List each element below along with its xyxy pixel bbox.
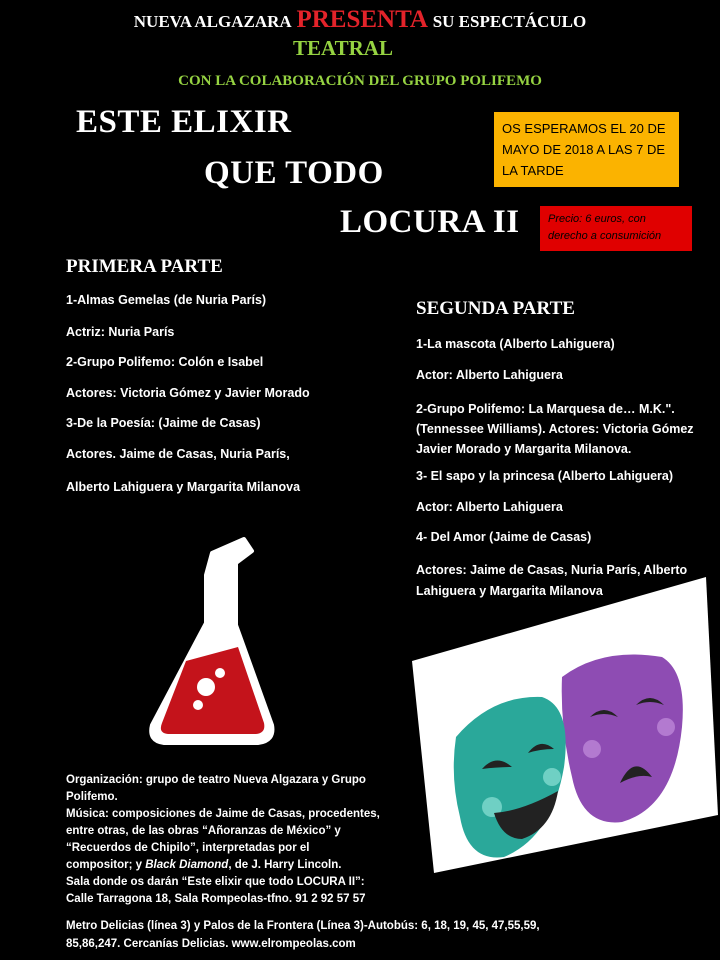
segunda-item: 3- El sapo y la princesa (Alberto Lahiguera): [416, 469, 674, 483]
date-line-3: LA TARDE: [502, 163, 564, 178]
primera-item: Actores. Jaime de Casas, Nuria París,: [66, 447, 290, 461]
flask-icon: [140, 535, 280, 755]
header-presenta: PRESENTA: [296, 6, 428, 33]
segunda-item: 4- Del Amor (Jaime de Casas): [416, 530, 592, 544]
title-line-1: ESTE ELIXIR: [76, 104, 292, 140]
theatre-masks-icon: [412, 577, 718, 873]
date-line-2: MAYO DE 2018 A LAS 7 DE: [502, 142, 666, 157]
organizacion-line-1: Organización: grupo de teatro Nueva Algazara y Grupo: [66, 774, 366, 786]
musica-line-1: Música: composiciones de Jaime de Casas, procedentes,: [66, 808, 380, 820]
primera-item: 1-Almas Gemelas (de Nuria París): [66, 293, 267, 307]
musica-line-3: “Recuerdos de Chipilo”, interpretadas por el: [66, 842, 310, 854]
musica-line-4: [66, 857, 394, 874]
segunda-item: 1-La mascota (Alberto Lahiguera): [416, 337, 615, 351]
footer-info: [66, 772, 394, 908]
sala-line-3: Metro Delicias (línea 3) y Palos de la Frontera (Línea 3)-Autobús: 6, 18, 19, 45, 47,55,59,: [66, 920, 540, 932]
black-diamond-title: Black Diamond: [145, 859, 229, 871]
musica-4a: compositor; y: [66, 859, 146, 871]
musica-4c: , de J. Harry Lincoln.: [228, 859, 342, 871]
primera-parte-title: PRIMERA PARTE: [66, 256, 223, 277]
sala-line-4: 85,86,247. Cercanías Delicias. www.elrompeolas.com: [66, 938, 356, 950]
segunda-item: Actor: Alberto Lahiguera: [416, 368, 563, 382]
primera-item: 3-De la Poesía: (Jaime de Casas): [66, 416, 261, 430]
primera-item: Actores: Victoria Gómez y Javier Morado: [66, 386, 310, 400]
segunda-item: 2-Grupo Polifemo: La Marquesa de… M.K.". (Tennessee Williams). Actores: Victoria Gómez Javier Morado y Margarita Milanova.: [416, 402, 694, 456]
sala-line-1: Sala donde os darán “Este elixir que todo LOCURA II”:: [66, 876, 365, 888]
price-line-2: derecho a consumición: [548, 230, 662, 242]
organizacion-line-2: Polifemo.: [66, 791, 118, 803]
musica-line-2: entre otras, de las obras “Añoranzas de México” y: [66, 825, 341, 837]
date-box: [494, 112, 679, 187]
header-line: [0, 6, 720, 34]
header-colaboracion: CON LA COLABORACIÓN DEL GRUPO POLIFEMO: [178, 73, 542, 89]
date-line-1: OS ESPERAMOS EL 20 DE: [502, 121, 666, 136]
primera-item: Actriz: Nuria París: [66, 325, 175, 339]
header-prefix: NUEVA ALGAZARA: [133, 12, 292, 31]
segunda-item: Actores: Jaime de Casas, Nuria París, Alberto Lahiguera y Margarita Milanova: [416, 563, 688, 598]
primera-item: 2-Grupo Polifemo: Colón e Isabel: [66, 355, 264, 369]
segunda-parte-title: SEGUNDA PARTE: [416, 298, 575, 319]
title-line-2: QUE TODO: [204, 155, 384, 191]
price-line-1: Precio: 6 euros, con: [548, 213, 646, 225]
sala-line-2: Calle Tarragona 18, Sala Rompeolas-tfno. 91 2 92 57 57: [66, 893, 366, 905]
primera-item: Alberto Lahiguera y Margarita Milanova: [66, 480, 301, 494]
header-teatral: TEATRAL: [293, 36, 393, 60]
header-suffix: SU ESPECTÁCULO: [432, 12, 587, 31]
price-box: [540, 206, 692, 251]
title-line-3: LOCURA II: [340, 204, 520, 240]
segunda-item: Actor: Alberto Lahiguera: [416, 500, 563, 514]
